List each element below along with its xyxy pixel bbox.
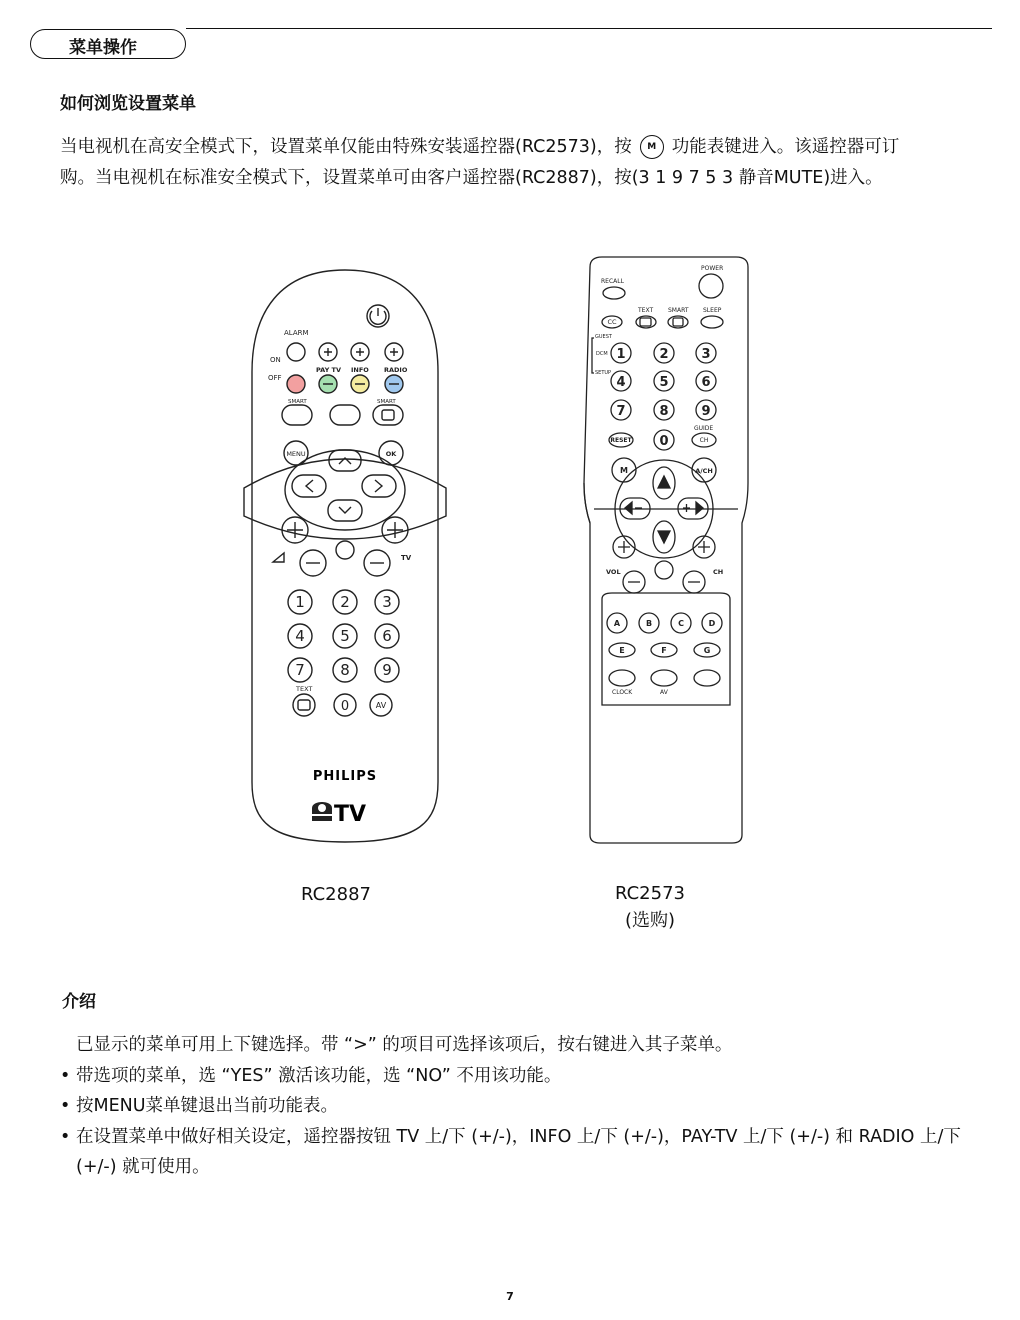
power-label: POWER [701,265,724,272]
setup-label: SETUP [595,370,612,376]
smart-right-label: SMART [377,399,396,405]
digit-0: 0 [340,699,350,714]
menu-label: MENU [286,450,306,458]
brand-logo-text: PHILIPS [312,769,378,784]
letter-f: F [661,646,667,655]
guest-label: GUEST [595,334,612,340]
section-tab-label: 菜单操作 [69,38,137,58]
intro-line-1 [60,132,899,162]
digit-5-2573: 5 [659,375,669,390]
caption-rc2887: RC2887 [301,884,371,905]
digit-6: 6 [382,627,392,645]
intro-line-1b: 功能表键进入。该遥控器可订 [671,137,900,157]
text-label: TEXT [296,685,313,693]
list-item: 已显示的菜单可用上下键选择。带 “>” 的项目可选择该项后，按右键进入其子菜单。 [76,1035,733,1055]
letter-e: E [619,646,625,655]
tv-label: TV [401,554,412,562]
digit-1: 1 [295,593,305,611]
text-label-2573: TEXT [638,307,654,314]
remote-rc2573-figure [572,243,760,849]
digit-9: 9 [382,661,392,679]
list-item: • 带选项的菜单，选 “YES” 激活该功能，选 “NO” 不用该功能。 [60,1061,980,1092]
digit-2: 2 [340,593,350,611]
intro-list [60,1030,980,1183]
off-label: OFF [268,374,282,382]
digit-8-2573: 8 [659,404,669,419]
m-button-label: M [620,466,628,475]
digit-4-2573: 4 [616,375,626,390]
digit-0-2573: 0 [659,434,669,449]
letter-a: A [613,619,621,628]
list-item: • 在设置菜单中做好相关设定，遥控器按钮 TV 上/下 (+/-)，INFO 上/下 (+/-)，PAY-TV 上/下 (+/-) 和 RADIO 上/下 (+/-) 就可使用。 [60,1122,980,1183]
letter-g: G [703,646,711,655]
section-title-intro: 介绍 [62,992,96,1012]
radio-label: RADIO [384,366,408,374]
av-label: AV [375,701,387,710]
av-label-2573: AV [660,689,668,696]
cc-label: CC [607,318,617,326]
digit-3: 3 [382,593,392,611]
dcm-label: DCM [596,351,608,357]
clock-label: CLOCK [612,689,633,696]
caption-rc2573-optional: (选购) [624,910,676,931]
ach-label: A/CH [695,467,713,475]
smart-left-label: SMART [288,399,307,405]
list-item: • 按MENU菜单键退出当前功能表。 [60,1091,980,1122]
digit-5: 5 [340,627,350,645]
on-label: ON [270,356,281,364]
letter-b: B [645,619,653,628]
ch-label: CH [713,568,724,576]
digit-6-2573: 6 [701,375,711,390]
sleep-label: SLEEP [703,307,722,314]
vol-label: VOL [606,568,621,576]
digit-9-2573: 9 [701,404,711,419]
guide-label: GUIDE [694,425,714,432]
ch-button-label: CH [699,437,709,444]
digit-8: 8 [340,661,350,679]
info-label: INFO [351,366,369,374]
ok-label: OK [385,450,397,458]
tv-logo-text: TV [334,802,367,827]
section-tab [30,29,186,59]
letter-d: D [708,619,716,628]
alarm-label: ALARM [284,329,309,337]
letter-c: C [678,619,684,628]
paytv-label: PAY TV [316,366,342,374]
header-rule [186,28,992,29]
digit-2-2573: 2 [659,347,669,362]
page-number: 7 [506,1290,514,1303]
digit-4: 4 [295,627,305,645]
reset-label: RESET [610,437,632,444]
caption-rc2573: RC2573 [615,883,685,904]
recall-label: RECALL [601,278,624,285]
intro-line-2: 购。当电视机在标准安全模式下，设置菜单可由客户遥控器(RC2887)，按(3 1 9 7 5 3 静音MUTE)进入。 [60,168,883,188]
digit-1-2573: 1 [616,347,626,362]
digit-7-2573: 7 [616,404,626,419]
digit-3-2573: 3 [701,347,711,362]
smart-label-2573: SMART [668,307,689,314]
intro-line-1a: 当电视机在高安全模式下，设置菜单仅能由特殊安装遥控器(RC2573)，按 [60,137,632,157]
digit-7: 7 [295,661,305,679]
section-title-browse: 如何浏览设置菜单 [60,94,196,114]
remote-rc2887-figure [240,262,450,850]
m-key-icon: M [640,135,664,159]
